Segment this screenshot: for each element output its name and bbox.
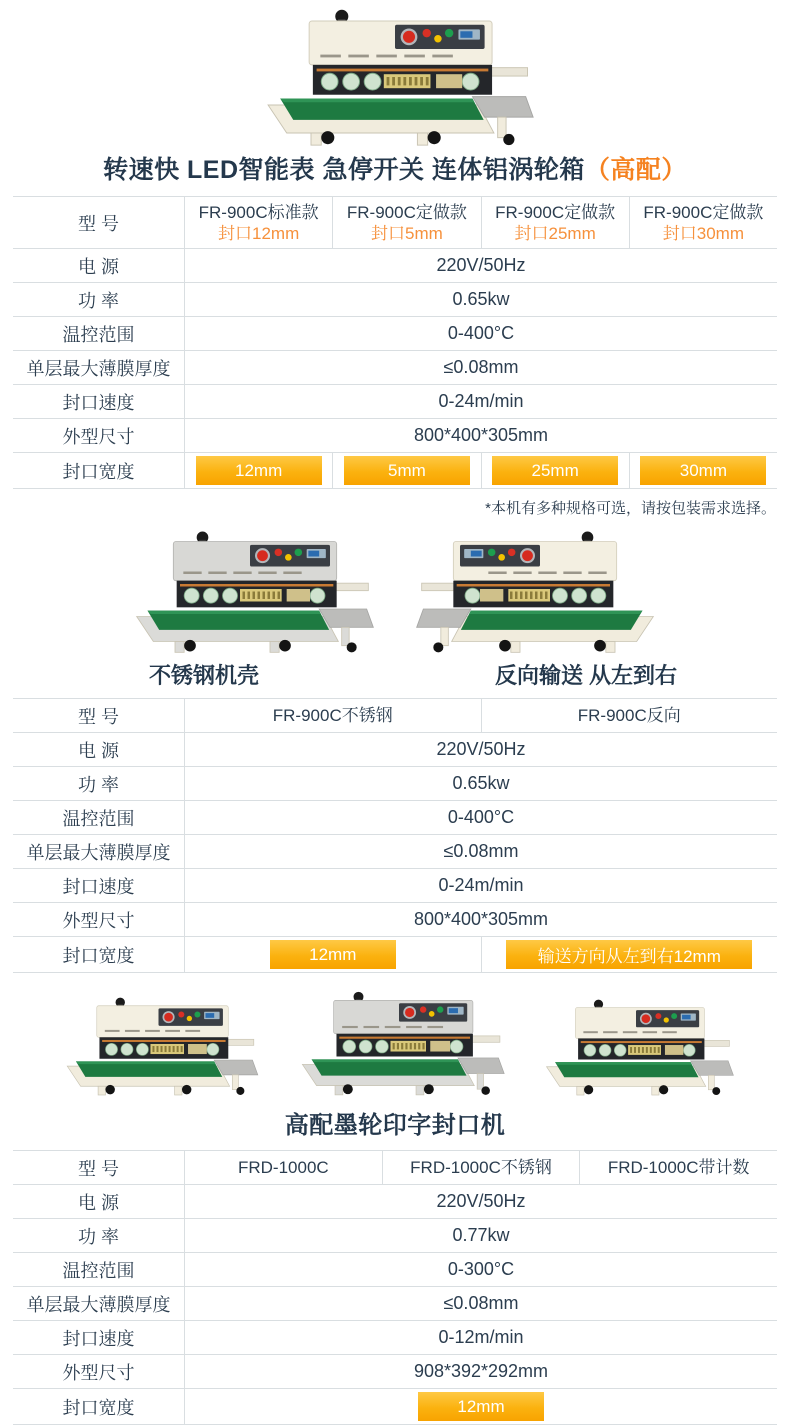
spec-label: 封口宽度 [13, 1389, 185, 1424]
seal-width-chip[interactable]: 5mm [344, 456, 470, 485]
table-row [13, 834, 777, 868]
table-row [13, 384, 777, 418]
table-row [13, 1184, 777, 1218]
spec-label: 功 率 [13, 283, 185, 316]
spec-value: 0-400°C [447, 807, 515, 827]
table-row [13, 732, 777, 766]
spec-label: 封口速度 [13, 385, 185, 418]
model-cell [185, 197, 333, 248]
spec-value: 908*392*292mm [413, 1361, 549, 1381]
spec-label: 外型尺寸 [13, 1355, 185, 1388]
spec-value: 0-300°C [447, 1259, 515, 1279]
section2-photo-row [0, 528, 790, 655]
caption-stainless: 不锈钢机壳 [148, 663, 259, 688]
model-cell [333, 197, 481, 248]
model-cell [185, 699, 482, 732]
model-name: FRD-1000C带计数 [607, 1158, 750, 1177]
spec-value: 0-12m/min [438, 1327, 524, 1347]
seal-width-chip[interactable]: 12mm [270, 940, 396, 969]
model-cell [580, 1151, 777, 1184]
table-row [13, 1252, 777, 1286]
model-cell [482, 197, 630, 248]
table-row [13, 868, 777, 902]
spec-label: 外型尺寸 [13, 903, 185, 936]
spec-label: 电 源 [13, 249, 185, 282]
product-photo-frd1000c [46, 995, 271, 1097]
section1-title-accent: （高配） [584, 156, 687, 184]
table-row [13, 248, 777, 282]
model-name: FR-900C定做款 [643, 202, 764, 222]
table-row-seal-width [13, 1388, 777, 1425]
spec-label: 外型尺寸 [13, 419, 185, 452]
product-photo-stainless [125, 528, 375, 655]
footnote: *本机有多种规格可选，请按包装需求选择。 [485, 500, 776, 517]
spec-value: 220V/50Hz [436, 255, 526, 275]
spec-value: ≤0.08mm [443, 357, 519, 377]
spec-value: 220V/50Hz [436, 739, 526, 759]
spec-label: 单层最大薄膜厚度 [13, 1287, 185, 1320]
spec-label: 封口速度 [13, 1321, 185, 1354]
spec-value: 0-24m/min [438, 875, 524, 895]
model-cell [630, 197, 777, 248]
spec-label: 型 号 [13, 197, 185, 248]
table-row-models [13, 1150, 777, 1184]
spec-table-frd1000c [13, 1150, 777, 1425]
model-sub: 封口25mm [514, 223, 596, 243]
model-name: FR-900C反向 [577, 706, 681, 725]
spec-label: 电 源 [13, 1185, 185, 1218]
spec-label: 单层最大薄膜厚度 [13, 351, 185, 384]
spec-label: 温控范围 [13, 801, 185, 834]
seal-width-chip[interactable]: 12mm [196, 456, 322, 485]
table-row [13, 766, 777, 800]
spec-value: ≤0.08mm [443, 841, 519, 861]
table-row [13, 350, 777, 384]
spec-value: ≤0.08mm [443, 1293, 519, 1313]
model-sub: 封口5mm [370, 223, 443, 243]
model-name: FR-900C标准款 [198, 202, 319, 222]
section1-title-main: 转速快 LED智能表 急停开关 连体铝涡轮箱 [103, 156, 585, 184]
table-row [13, 800, 777, 834]
spec-value: 220V/50Hz [436, 1191, 526, 1211]
width-cell [482, 937, 778, 972]
spec-label: 封口宽度 [13, 937, 185, 972]
table-row-models [13, 698, 777, 732]
width-cell [482, 453, 630, 488]
width-cell [185, 1389, 777, 1424]
spec-label: 单层最大薄膜厚度 [13, 835, 185, 868]
model-cell [383, 1151, 581, 1184]
spec-label: 型 号 [13, 1151, 185, 1184]
spec-value: 0.65kw [452, 773, 510, 793]
spec-label: 封口速度 [13, 869, 185, 902]
spec-table-fr900c-variants [13, 698, 777, 973]
model-cell [185, 1151, 383, 1184]
spec-label: 电 源 [13, 733, 185, 766]
product-photo-frd1000c-stainless [279, 989, 519, 1097]
seal-width-chip[interactable]: 25mm [492, 456, 618, 485]
table-row [13, 1286, 777, 1320]
seal-width-chip[interactable]: 输送方向从左到右12mm [506, 940, 752, 969]
caption-reverse: 反向输送 从左到右 [494, 663, 678, 688]
model-name: FRD-1000C不锈钢 [410, 1158, 552, 1177]
product-photo-fr900c [255, 6, 535, 148]
spec-value: 800*400*305mm [413, 909, 549, 929]
section1-title [0, 150, 790, 186]
seal-width-chip[interactable]: 12mm [418, 1392, 544, 1421]
spec-label: 型 号 [13, 699, 185, 732]
spec-value: 0-24m/min [438, 391, 524, 411]
section3-title: 高配墨轮印字封口机 [284, 1112, 506, 1139]
width-cell [333, 453, 481, 488]
section3-photo-row [0, 989, 790, 1097]
table-row [13, 1354, 777, 1388]
spec-label: 温控范围 [13, 317, 185, 350]
spec-label: 温控范围 [13, 1253, 185, 1286]
spec-label: 功 率 [13, 1219, 185, 1252]
spec-table-fr900c [13, 196, 777, 489]
spec-label: 封口宽度 [13, 453, 185, 488]
table-row-models [13, 196, 777, 248]
table-row [13, 1218, 777, 1252]
model-sub: 封口30mm [662, 223, 744, 243]
seal-width-chip[interactable]: 30mm [640, 456, 766, 485]
spec-label: 功 率 [13, 767, 185, 800]
table-row [13, 316, 777, 350]
spec-value: 0.65kw [452, 289, 510, 309]
hero-photo-row [0, 0, 790, 148]
spec-value: 800*400*305mm [413, 425, 549, 445]
table-row [13, 282, 777, 316]
table-row [13, 418, 777, 452]
model-name: FR-900C定做款 [495, 202, 616, 222]
width-cell [185, 453, 333, 488]
section2-captions [13, 659, 777, 690]
width-cell [185, 937, 482, 972]
spec-value: 0.77kw [452, 1225, 510, 1245]
model-cell [482, 699, 778, 732]
model-name: FR-900C不锈钢 [272, 706, 393, 725]
model-name: FRD-1000C [237, 1158, 329, 1177]
table-row [13, 902, 777, 936]
model-sub: 封口12mm [218, 223, 300, 243]
table-row-seal-width [13, 452, 777, 489]
model-name: FR-900C定做款 [346, 202, 467, 222]
width-cell [630, 453, 777, 488]
spec-value: 0-400°C [447, 323, 515, 343]
product-photo-reverse [415, 528, 665, 655]
product-photo-frd1000c-counter [527, 997, 745, 1097]
table-row-seal-width [13, 936, 777, 973]
table-row [13, 1320, 777, 1354]
